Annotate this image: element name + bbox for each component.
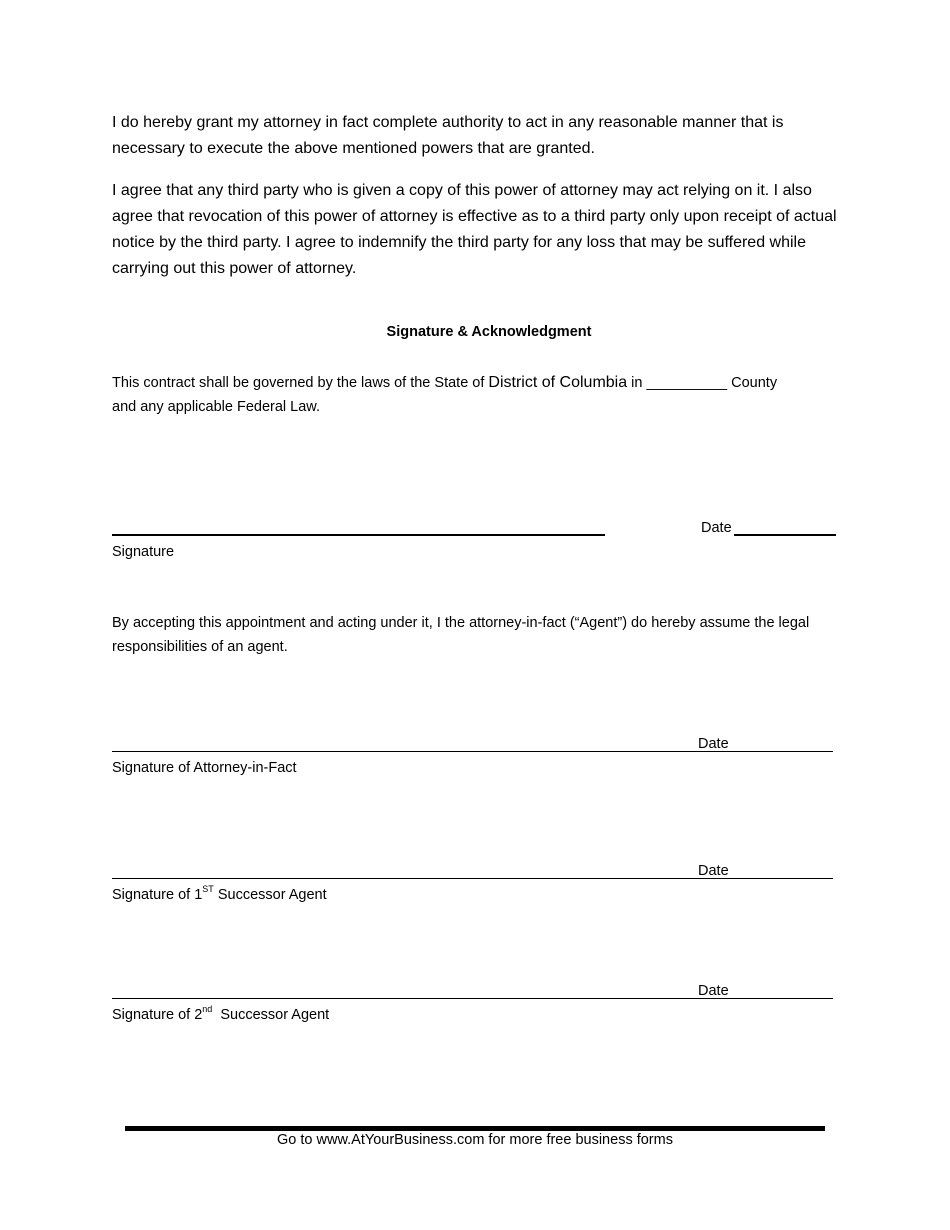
attorney-date-label: Date — [698, 736, 729, 752]
governing-state: District of Columbia — [488, 374, 628, 391]
successor2-signature-label — [112, 1005, 329, 1025]
agent-acceptance-paragraph: By accepting this appointment and acting under it, I the attorney-in-fact (“Agent”) do hereby assume the legal responsibilities of an agent. — [112, 615, 810, 655]
principal-signature-line[interactable] — [112, 534, 605, 536]
successor1-date-label: Date — [698, 863, 729, 879]
authority-paragraph: I do hereby grant my attorney in fact complete authority to act in any reasonable manner that is necessary to execute the above mentioned powers that are granted. — [112, 114, 784, 157]
successor1-signature-label — [112, 885, 327, 905]
successor1-label-prefix: Signature of 1 — [112, 887, 203, 903]
principal-signature-label: Signature — [112, 544, 175, 560]
successor1-label-suffix: Successor Agent — [213, 887, 327, 903]
footer-text: Go to www.AtYourBusiness.com for more free business forms — [277, 1132, 673, 1148]
governing-law-county: in __________ County — [631, 375, 778, 391]
governing-law-prefix: This contract shall be governed by the laws of the State of — [112, 375, 485, 391]
principal-date-label: Date — [701, 520, 732, 536]
successor2-label-suffix: Successor Agent — [212, 1007, 330, 1023]
successor2-label-prefix: Signature of 2 — [112, 1007, 203, 1023]
principal-date-line[interactable] — [734, 534, 836, 536]
governing-law-clause — [112, 371, 852, 419]
successor1-ordinal: ST — [202, 884, 214, 894]
section-heading: Signature & Acknowledgment — [386, 324, 592, 340]
governing-law-suffix: and any applicable Federal Law. — [112, 399, 320, 415]
successor2-date-label: Date — [698, 983, 729, 999]
successor2-ordinal: nd — [202, 1004, 213, 1014]
third-party-paragraph: I agree that any third party who is given a copy of this power of attorney may act relying on it. I also agree that revocation of this power of attorney is effective as to a third party only upon receipt of actual notice by the third party. I agree to indemnify the third party for any loss that may be suffered while carrying out this power of attorney. — [112, 182, 837, 277]
footer-rule — [125, 1126, 825, 1131]
attorney-signature-label: Signature of Attorney-in-Fact — [112, 760, 297, 776]
